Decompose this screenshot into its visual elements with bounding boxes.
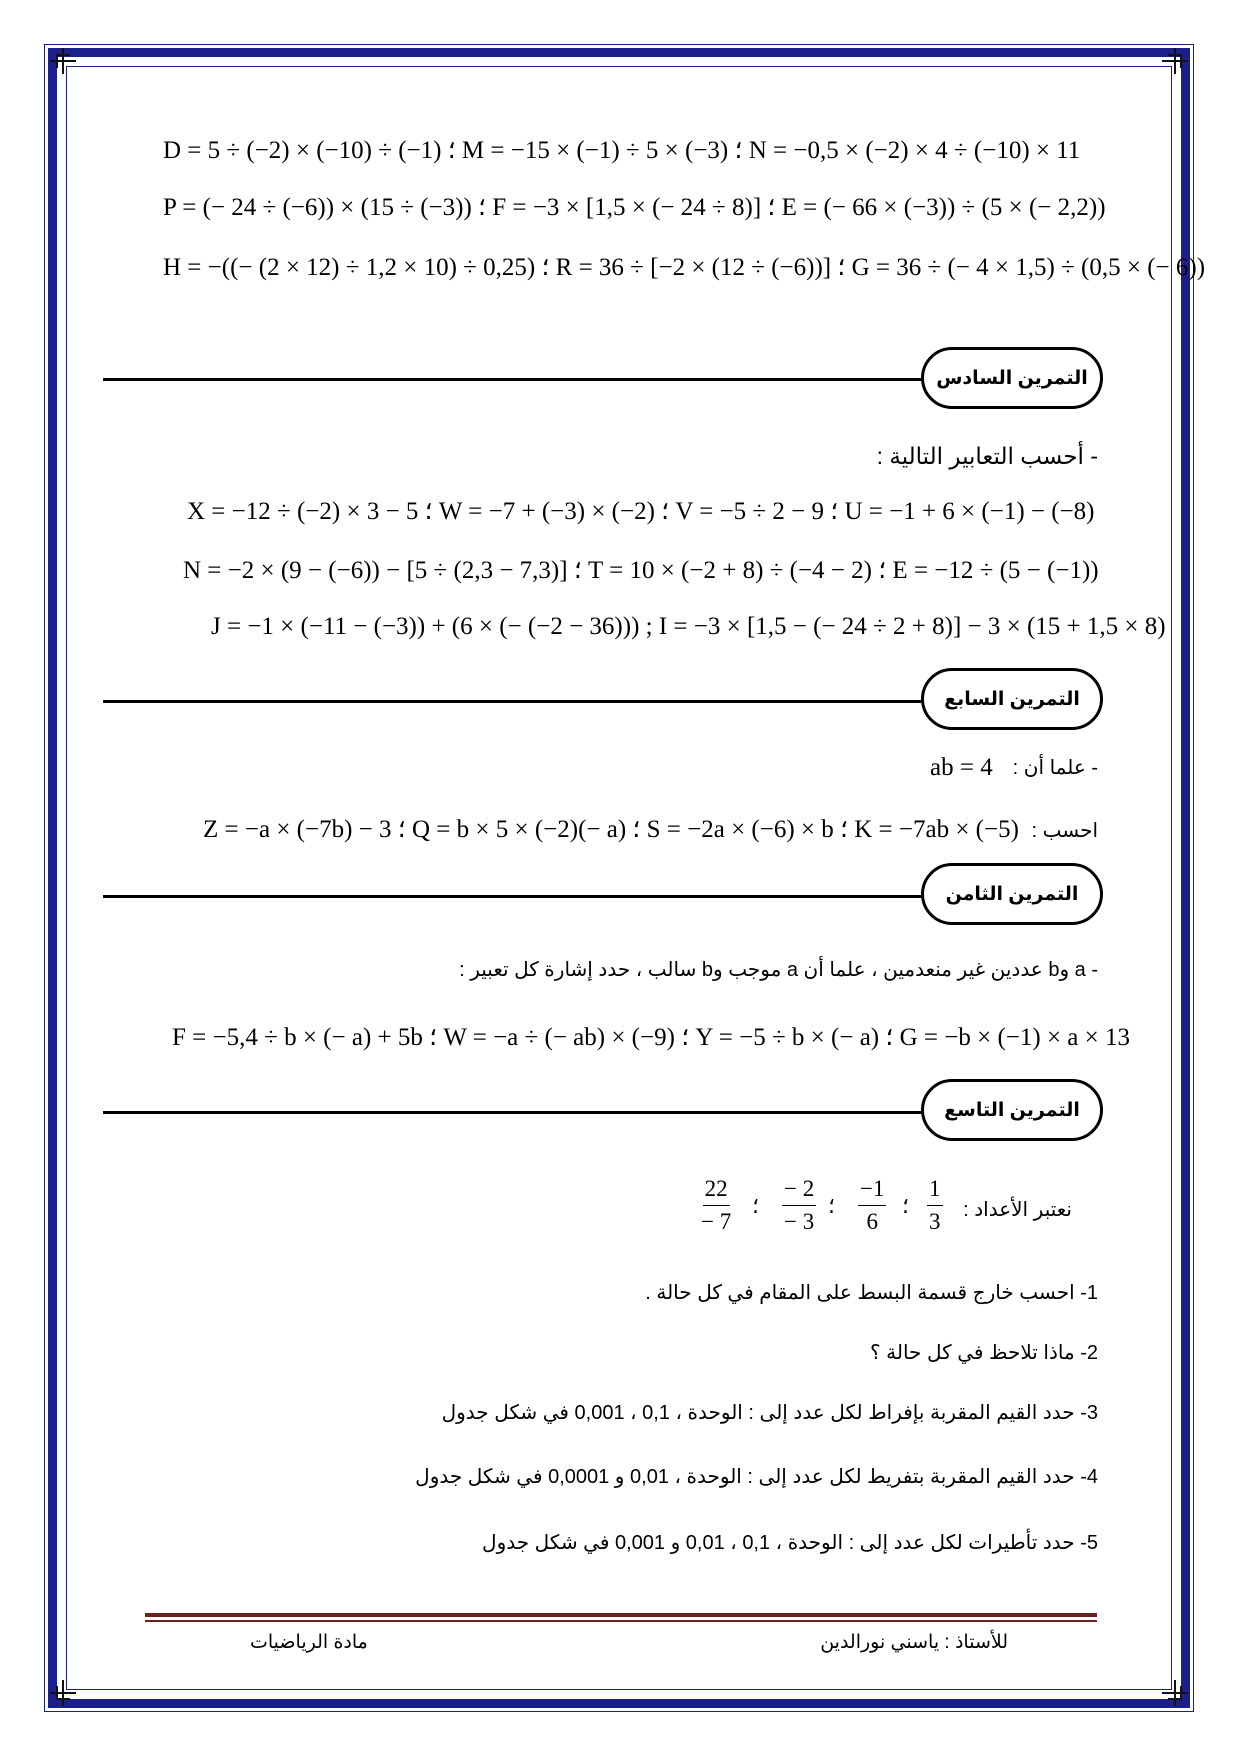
frame-corner-ornament xyxy=(50,1680,76,1706)
ex9-separator-3: ؛ xyxy=(752,1193,759,1218)
ex9-separator-2: ؛ xyxy=(828,1193,835,1218)
ex9-fraction-3 xyxy=(782,1176,816,1235)
ex8-header-rule xyxy=(103,895,933,898)
ex9-question-2: 2- ماذا تلاحظ في كل حالة ؟ xyxy=(869,1342,1098,1364)
ex9-question-1: 1- احسب خارج قسمة البسط على المقام في كل حالة . xyxy=(645,1282,1098,1304)
ex6-header-rule xyxy=(103,378,933,381)
ex9-header-rule xyxy=(103,1111,933,1114)
ex9-consider-label: نعتبر الأعداد : xyxy=(963,1199,1072,1221)
ex8-title-badge: التمرين الثامن xyxy=(921,863,1103,925)
ex9-fraction-4-numerator: 22 xyxy=(703,1176,730,1206)
frame-corner-ornament xyxy=(50,48,76,74)
ex9-fraction-2-denominator: 6 xyxy=(866,1209,878,1234)
frame-corner-ornament xyxy=(1162,48,1188,74)
ex9-question-5: 5- حدد تأطيرات لكل عدد إلى : الوحدة ، 0,1 ، 0,01 و 0,001 في شكل جدول xyxy=(482,1532,1098,1554)
ex9-question-3: 3- حدد القيم المقربة بإفراط لكل عدد إلى : الوحدة ، 0,1 ، 0,001 في شكل جدول xyxy=(441,1402,1098,1424)
footer-subject: مادة الرياضيات xyxy=(250,1632,368,1653)
footer-teacher: للأستاذ : ياسني نورالدين xyxy=(820,1632,1008,1653)
frame-corner-ornament xyxy=(1162,1680,1188,1706)
ex9-fraction-2 xyxy=(858,1176,886,1235)
ex5-expression-row-2: P = (− 24 ÷ (−6)) × (15 ÷ (−3)) ؛ F = −3 × [1,5 × (− 24 ÷ 8)] ؛ E = (− 66 × (−3)) ÷ (5 × (− 2,2)) xyxy=(163,194,1106,221)
ex9-fraction-1 xyxy=(927,1176,943,1235)
ex7-header-rule xyxy=(103,700,933,703)
ex7-expression-row: Z = −a × (−7b) − 3 ؛ Q = b × 5 × (−2)(− a) ؛ S = −2a × (−6) × b ؛ K = −7ab × (−5) xyxy=(203,816,1019,843)
ex9-separator-1: ؛ xyxy=(902,1193,909,1218)
ex6-expression-row-2: N = −2 × (9 − (−6)) − [5 ÷ (2,3 − 7,3)] ؛ T = 10 × (−2 + 8) ÷ (−4 − 2) ؛ E = −12 ÷ (5 − (−1)) xyxy=(183,557,1099,584)
ex5-expression-row-1: D = 5 ÷ (−2) × (−10) ÷ (−1) ؛ M = −15 × (−1) ÷ 5 × (−3) ؛ N = −0,5 × (−2) × 4 ÷ (−10) × 11 xyxy=(163,137,1081,164)
ex8-instruction: - a وb عددين غير منعدمين ، علما أن a موجب وb سالب ، حدد إشارة كل تعبير : xyxy=(459,959,1098,981)
ex7-given-expression: ab = 4 xyxy=(930,754,993,781)
ex6-expression-row-3: J = −1 × (−11 − (−3)) + (6 × (− (−2 − 36))) ; I = −3 × [1,5 − (− 24 ÷ 2 + 8)] − 3 × (15 + 1,5 × 8) xyxy=(211,613,1166,640)
ex6-title-badge: التمرين السادس xyxy=(921,347,1103,409)
ex9-question-4: 4- حدد القيم المقربة بتفريط لكل عدد إلى : الوحدة ، 0,01 و 0,0001 في شكل جدول xyxy=(415,1466,1098,1488)
ex6-expression-row-1: X = −12 ÷ (−2) × 3 − 5 ؛ W = −7 + (−3) × (−2) ؛ V = −5 ÷ 2 − 9 ؛ U = −1 + 6 × (−1) − (−8) xyxy=(187,498,1095,525)
ex7-given-label: - علما أن : xyxy=(1012,757,1098,779)
ex9-fraction-3-denominator: − 3 xyxy=(784,1209,815,1234)
ex9-fraction-4 xyxy=(701,1176,731,1235)
ex9-fraction-4-denominator: − 7 xyxy=(701,1209,732,1234)
footer-rule xyxy=(145,1613,1097,1617)
footer-rule-thin xyxy=(145,1620,1097,1622)
ex7-compute-label: احسب : xyxy=(1031,820,1098,842)
ex9-title-badge: التمرين التاسع xyxy=(921,1079,1103,1141)
ex9-fraction-2-numerator: −1 xyxy=(858,1176,886,1206)
ex9-fraction-3-numerator: − 2 xyxy=(782,1176,816,1206)
ex9-fraction-1-numerator: 1 xyxy=(927,1176,943,1206)
ex6-instruction: - أحسب التعابير التالية : xyxy=(876,443,1098,469)
ex8-expression-row: F = −5,4 ÷ b × (− a) + 5b ؛ W = −a ÷ (− ab) × (−9) ؛ Y = −5 ÷ b × (− a) ؛ G = −b × (−1) × a × 13 xyxy=(172,1024,1130,1051)
ex5-expression-row-3: H = −((− (2 × 12) ÷ 1,2 × 10) ÷ 0,25) ؛ R = 36 ÷ [−2 × (12 ÷ (−6))] ؛ G = 36 ÷ (− 4 × 1,5) ÷ (0,5 × (− 6)) xyxy=(163,254,1206,281)
ex9-fraction-1-denominator: 3 xyxy=(929,1209,941,1234)
ex7-title-badge: التمرين السابع xyxy=(921,668,1103,730)
